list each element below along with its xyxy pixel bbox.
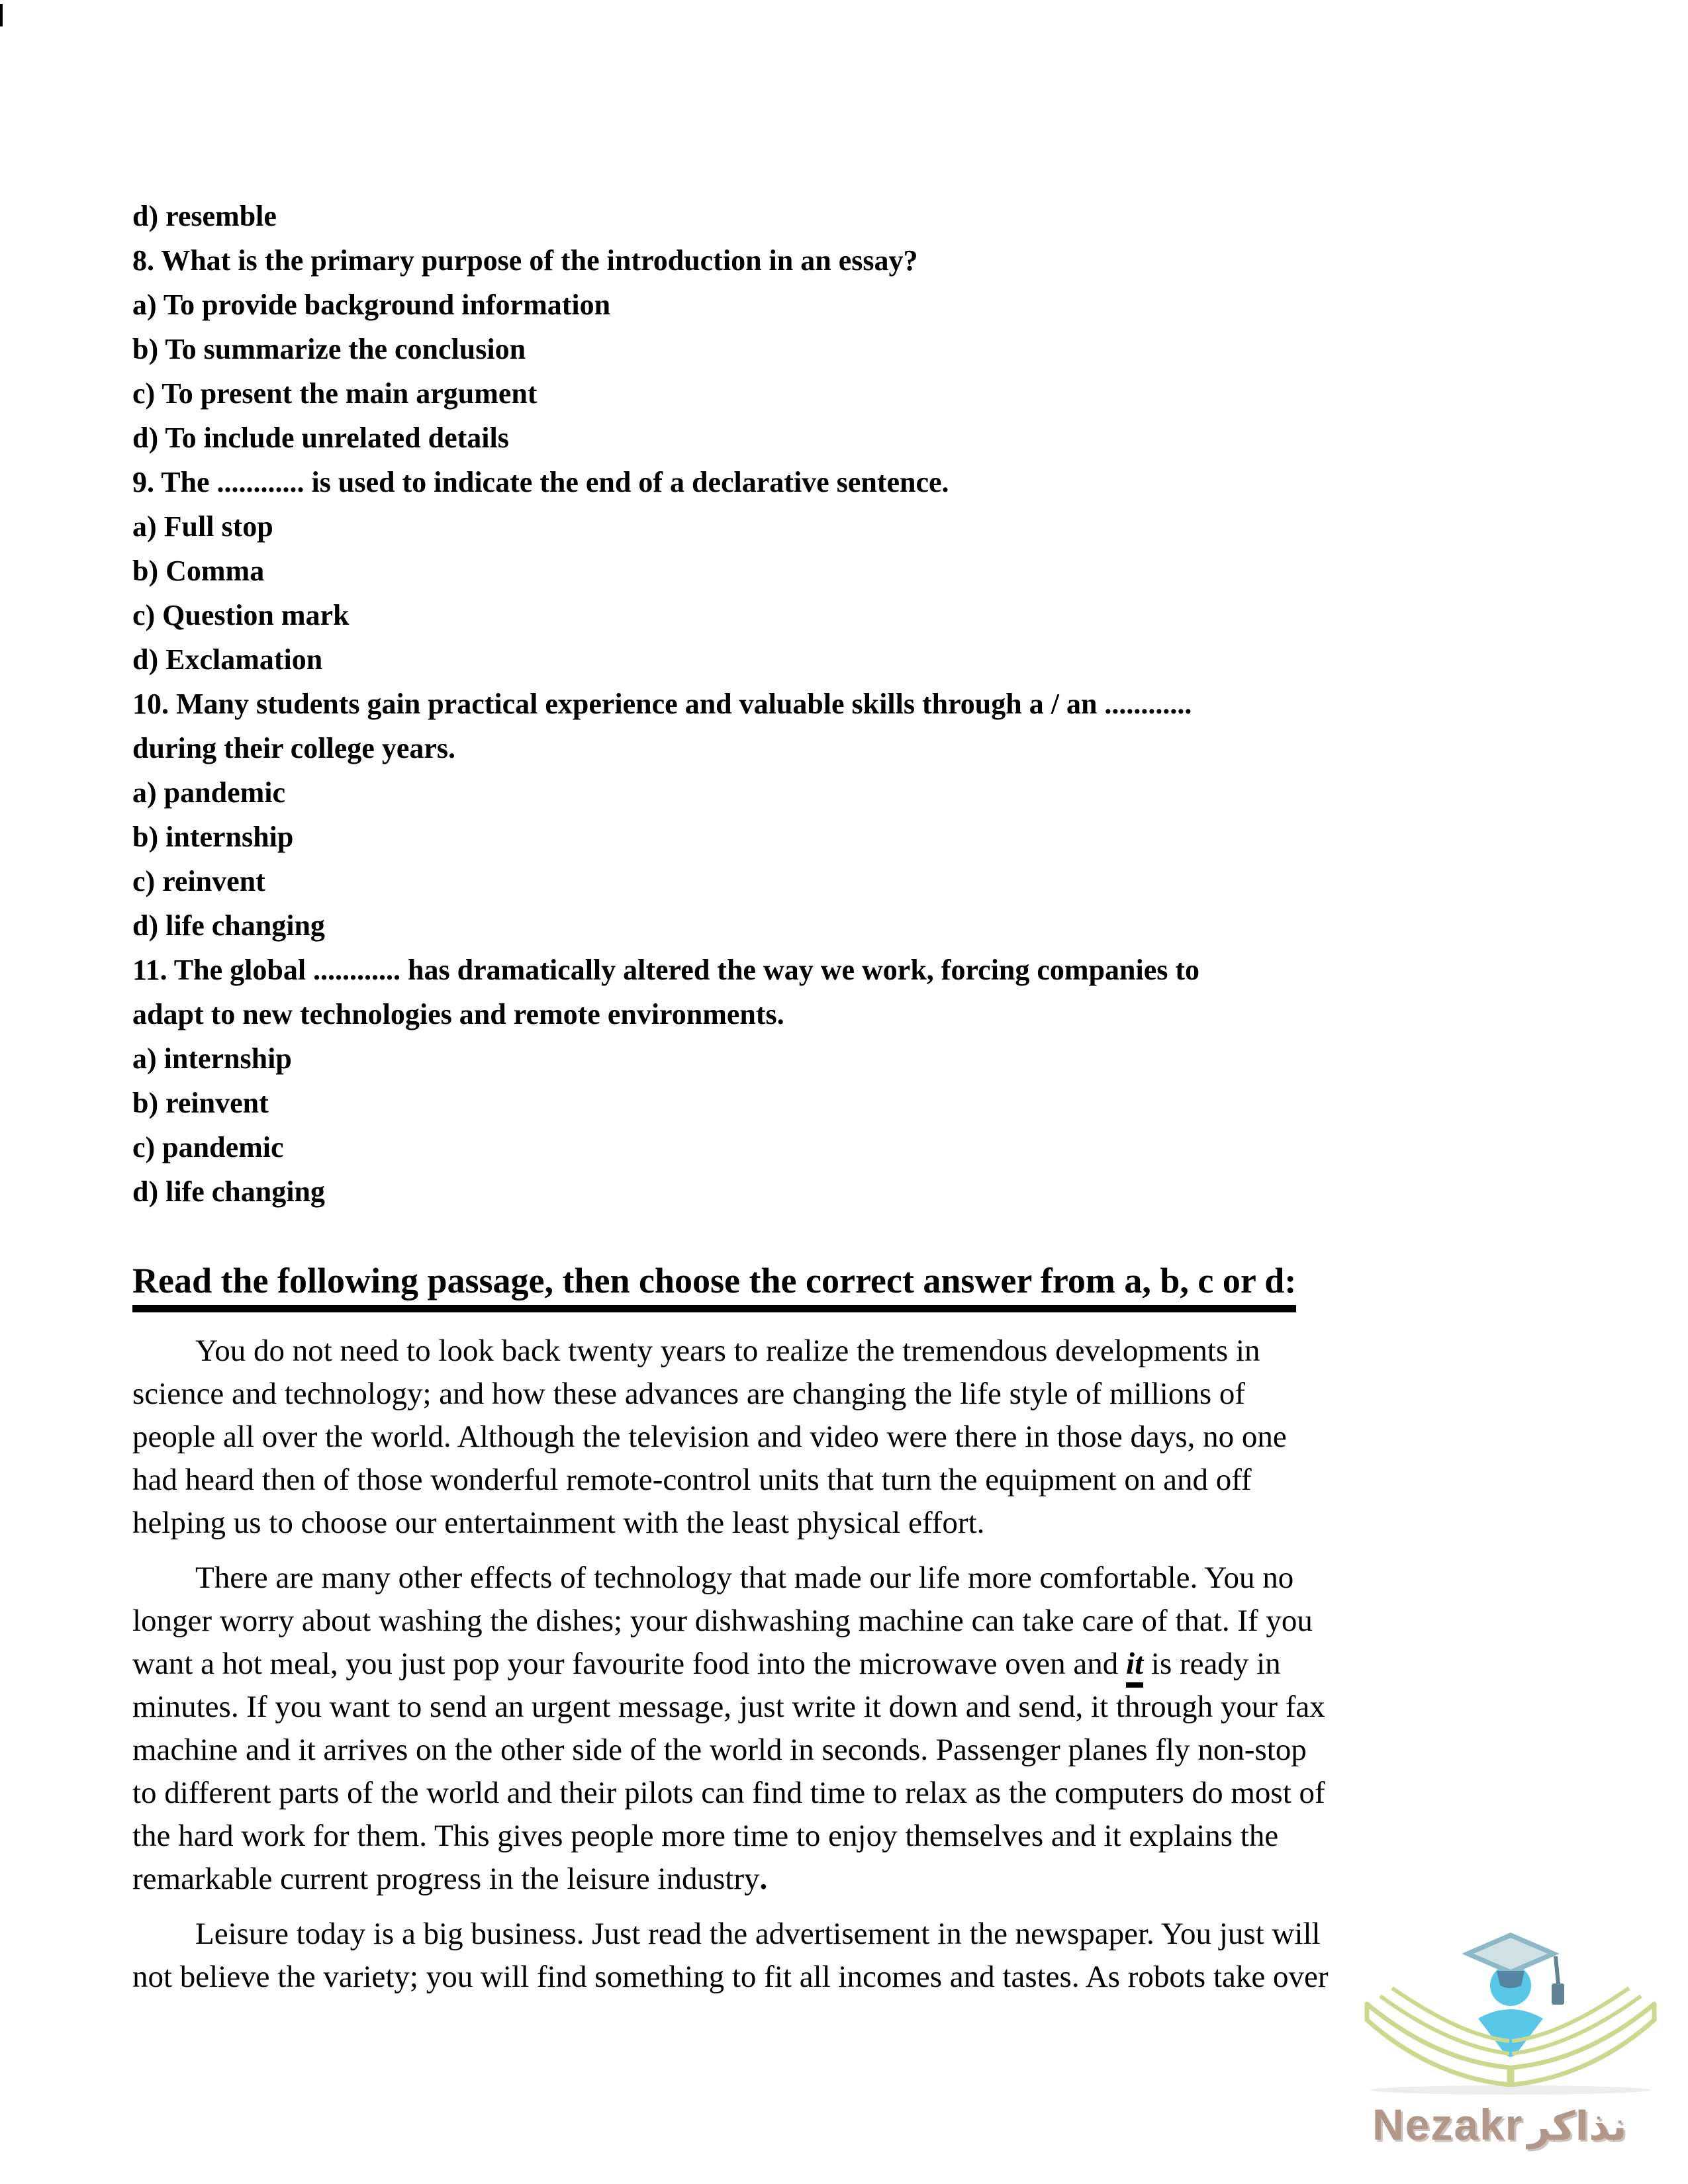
mcq-line: 8. What is the primary purpose of the introduction in an essay? [132, 244, 918, 277]
styled-text: . [759, 1862, 768, 1897]
mcq-section [132, 194, 1625, 1214]
mcq-line: c) To present the main argument [132, 377, 538, 410]
passage-line [132, 1956, 1625, 1999]
passage-line [132, 1815, 1625, 1858]
passage-line [132, 1858, 1625, 1901]
text: not believe the variety; you will find something to fit all incomes and tastes. As robots take over [132, 1960, 1329, 1995]
mcq-line: d) resemble [132, 200, 277, 232]
text: science and technology; and how these advances are changing the life style of millions of [132, 1377, 1246, 1412]
mcq-line: d) Exclamation [132, 643, 323, 676]
passage-instruction-heading [132, 1260, 1625, 1312]
mcq-line: b) reinvent [132, 1087, 269, 1119]
mcq-line: 10. Many students gain practical experience and valuable skills through a / an ............ [132, 688, 1192, 720]
text: remarkable current progress in the leisure industry [132, 1862, 760, 1897]
mcq-line: d) To include unrelated details [132, 422, 509, 454]
mcq-line: b) To summarize the conclusion [132, 333, 526, 365]
passage-line [132, 1643, 1625, 1686]
passage-line [132, 1373, 1625, 1416]
mcq-line: during their college years. [132, 732, 455, 764]
mcq-line: b) internship [132, 821, 294, 853]
passage-instruction-text: Read the following passage, then choose the correct answer from a, b, c or d: [132, 1260, 1296, 1312]
text: is ready in [1143, 1647, 1281, 1682]
passage-line [132, 1502, 1625, 1545]
text: There are many other effects of technology that made our life more comfortable. You no [195, 1561, 1294, 1596]
text: Leisure today is a big business. Just read the advertisement in the newspaper. You just will [195, 1917, 1321, 1952]
mcq-line: 9. The ............ is used to indicate the end of a declarative sentence. [132, 466, 949, 498]
mcq-line: b) Comma [132, 555, 265, 587]
passage-line [132, 1772, 1625, 1815]
styled-text: it [1126, 1647, 1143, 1688]
brand-latin-text: Nezakr [1372, 2100, 1524, 2149]
passage-line [132, 1416, 1625, 1459]
passage-line [132, 1330, 1625, 1373]
passage-line [132, 1600, 1625, 1643]
passage-line [132, 1913, 1625, 1956]
mcq-line: c) reinvent [132, 865, 265, 897]
text: minutes. If you want to send an urgent message, just write it down and send, it through your fax [132, 1690, 1325, 1725]
mcq-line: 11. The global ............ has dramatically altered the way we work, forcing companies to [132, 954, 1200, 986]
mcq-line: c) Question mark [132, 599, 350, 631]
mcq-line: a) Full stop [132, 510, 273, 543]
reading-passage [132, 1330, 1625, 1999]
mcq-line: d) life changing [132, 1175, 325, 1208]
scan-artifact [0, 4, 3, 26]
mcq-line: d) life changing [132, 909, 325, 942]
text: people all over the world. Although the television and video were there in those days, no one [132, 1420, 1287, 1455]
text: You do not need to look back twenty years to realize the tremendous developments in [195, 1334, 1260, 1369]
text: had heard then of those wonderful remote-control units that turn the equipment on and off [132, 1463, 1252, 1498]
passage-line [132, 1459, 1625, 1502]
text: machine and it arrives on the other side of the world in seconds. Passenger planes fly non-stop [132, 1733, 1307, 1768]
passage-line [132, 1557, 1625, 1600]
brand-arabic-text: نذاكر [1527, 2103, 1627, 2150]
brand-wordmark [1372, 2099, 1626, 2150]
text: the hard work for them. This gives people more time to enjoy themselves and it explains the [132, 1819, 1279, 1854]
mcq-line: c) pandemic [132, 1131, 284, 1163]
text: to different parts of the world and their pilots can find time to relax as the computers do most of [132, 1776, 1325, 1811]
mcq-line: a) internship [132, 1042, 292, 1075]
mcq-line: adapt to new technologies and remote environments. [132, 998, 784, 1030]
passage-line [132, 1729, 1625, 1772]
text: longer worry about washing the dishes; your dishwashing machine can take care of that. If you [132, 1604, 1313, 1639]
passage-line [132, 1686, 1625, 1729]
mcq-line: a) To provide background information [132, 289, 611, 321]
document-content [132, 194, 1625, 1999]
text: want a hot meal, you just pop your favourite food into the microwave oven and [132, 1647, 1127, 1682]
text: helping us to choose our entertainment with the least physical effort. [132, 1506, 985, 1541]
mcq-line: a) pandemic [132, 776, 285, 809]
